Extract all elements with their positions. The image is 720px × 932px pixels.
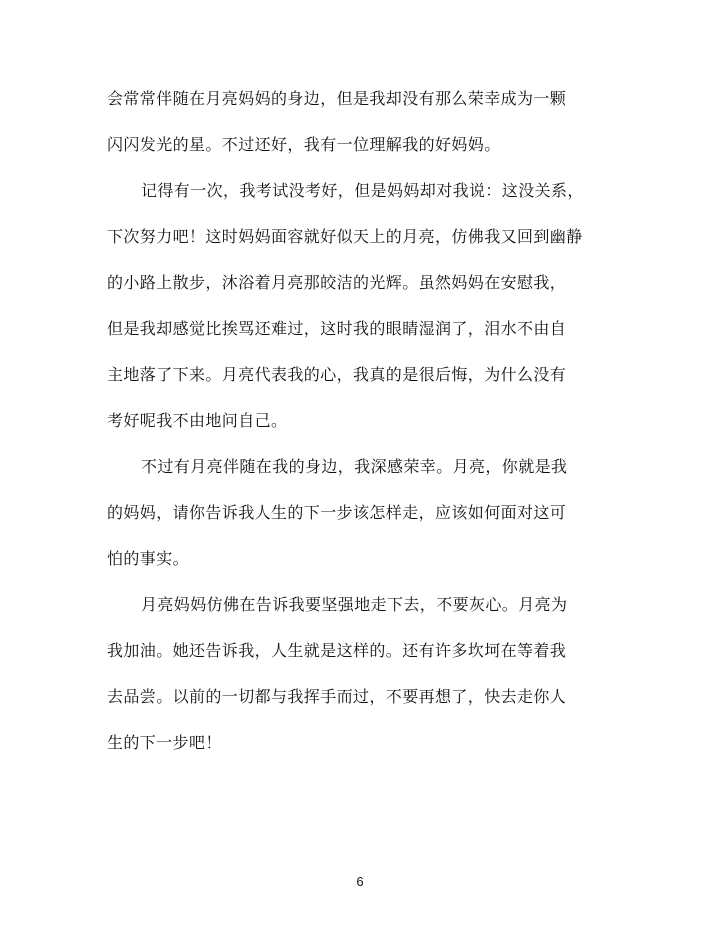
text-line: 考好呢我不由地问自己。: [107, 411, 288, 430]
paragraph-first-line: 记得有一次，我考试没考好，但是妈妈却对我说：这没关系，: [141, 181, 584, 200]
text-line: 会常常伴随在月亮妈妈的身边，但是我却没有那么荣幸成为一颗: [107, 89, 567, 108]
text-line: 生的下一步吧！: [107, 733, 222, 752]
paragraph-first-line: 月亮妈妈仿佛在告诉我要坚强地走下去，不要灰心。月亮为: [141, 595, 568, 614]
text-line: 我加油。她还告诉我，人生就是这样的。还有许多坎坷在等着我: [107, 641, 567, 660]
paragraph-first-line: 不过有月亮伴随在我的身边，我深感荣幸。月亮，你就是我: [141, 457, 568, 476]
text-line: 的小路上散步，沐浴着月亮那皎洁的光辉。虽然妈妈在安慰我，: [107, 273, 567, 292]
text-line: 怕的事实。: [107, 549, 190, 568]
page-number: 6: [356, 874, 364, 889]
text-line: 但是我却感觉比挨骂还难过，这时我的眼睛湿润了，泪水不由自: [107, 319, 567, 338]
text-line: 的妈妈，请你告诉我人生的下一步该怎样走，应该如何面对这可: [107, 503, 567, 522]
text-line: 闪闪发光的星。不过还好，我有一位理解我的好妈妈。: [107, 135, 501, 154]
text-line: 下次努力吧！这时妈妈面容就好似天上的月亮，仿佛我又回到幽静: [107, 227, 583, 246]
text-line: 主地落了下来。月亮代表我的心，我真的是很后悔，为什么没有: [107, 365, 567, 384]
text-line: 去品尝。以前的一切都与我挥手而过，不要再想了，快去走你人: [107, 687, 567, 706]
